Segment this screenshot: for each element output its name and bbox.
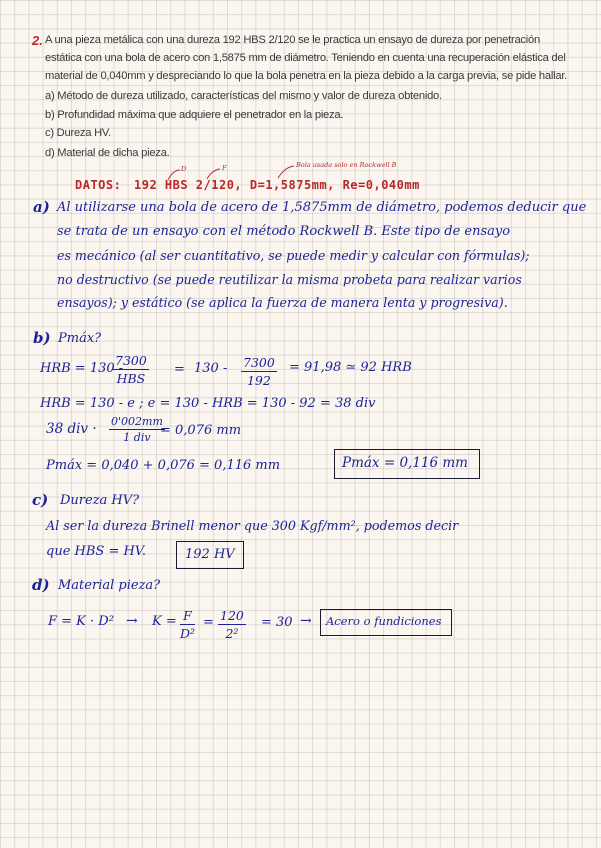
penetration-line: HRB = 130 - e ; e = 130 - HRB = 130 - 92 = 38 div [40, 396, 376, 411]
statement-line-1: A una pieza metálica con una dureza 192 HBS 2/120 se le practica un ensayo de dureza por penetración [45, 34, 540, 46]
fraction-numerator: 120 [220, 608, 244, 623]
div-prefix: 38 div · [46, 421, 97, 437]
answer-c-label: c) [32, 491, 49, 509]
note-d: D [181, 165, 187, 173]
hv-boxed-result: 192 HV [185, 547, 235, 562]
fraction-denominator: 2² [225, 626, 239, 641]
fraction-denominator: D² [180, 626, 196, 641]
answer-b-label: b) [33, 329, 51, 347]
arrow-icon-1: → [126, 613, 138, 629]
answer-d-title: Material pieza? [58, 578, 161, 593]
answer-d-label: d) [32, 576, 50, 594]
k-result: = 30 [261, 615, 293, 630]
arrow-icon-2: → [300, 613, 312, 629]
note-arrow-f [207, 169, 220, 179]
datos-values: 192 HBS 2/120, D=1,5875mm, Re=0,040mm [134, 178, 420, 192]
statement-line-6: c) Dureza HV. [45, 127, 111, 139]
answer-b-title: Pmáx? [58, 331, 102, 346]
note-arrow-d [168, 170, 180, 180]
answer-c-title: Dureza HV? [60, 493, 140, 508]
answer-a-line-4: no destructivo (se puede reutilizar la misma probeta para realizar varios [57, 272, 522, 287]
formula-f-k-d2: F = K · D² [48, 614, 114, 629]
statement-line-5: b) Profundidad máxima que adquiere el penetrador en la pieza. [45, 109, 344, 121]
fraction-denominator: 1 div [123, 431, 151, 444]
statement-line-7: d) Material de dicha pieza. [45, 147, 170, 159]
answer-c-line-2: que HBS = HV. [46, 544, 147, 559]
statement-line-4: a) Método de dureza utilizado, características del mismo y valor de dureza obtenido. [45, 90, 442, 102]
hrb-result: = 91,98 ≃ 92 HRB [289, 360, 412, 375]
fraction-numerator: F [180, 608, 195, 625]
datos-label: DATOS: [75, 178, 122, 192]
note-f: F [222, 164, 227, 172]
value-130: 130 - [194, 361, 228, 376]
statement-line-3: material de 0,040mm y despreciando lo que la bola penetra en la pieza debido a la carga previa, se pide hallar. [45, 70, 568, 82]
pmax-boxed-result: Pmáx = 0,116 mm [342, 455, 468, 471]
fraction-denominator: 192 [246, 373, 271, 388]
fraction-numerator: 7300 [243, 355, 275, 370]
k-prefix: K = [152, 614, 177, 629]
answer-a-line-3: es mecánico (al ser cuantitativo, se puede medir y calcular con fórmulas); [57, 248, 530, 263]
note-bola: Bola usada solo en Rockwell B [296, 161, 397, 169]
answer-a-label: a) [33, 198, 50, 216]
equals-sign: = [203, 615, 214, 630]
problem-number: 2. [32, 33, 43, 48]
fraction-numerator: 7300 [115, 353, 147, 368]
equals-sign: = [174, 362, 185, 377]
fraction-denominator: HBS [116, 371, 146, 386]
answer-a-line-5: ensayos); y estático (se aplica la fuerza de manera lenta y progresiva). [57, 295, 508, 310]
hrb-formula-prefix: HRB = 130 - [40, 361, 124, 376]
div-result: = 0,076 mm [160, 423, 242, 438]
fraction-numerator: 0'002mm [111, 415, 163, 428]
statement-line-2: estática con una bola de acero con 1,5875 mm de diámetro. Teniendo en cuenta una recuperación elástica del [45, 52, 566, 64]
pmax-line: Pmáx = 0,040 + 0,076 = 0,116 mm [46, 458, 281, 473]
answer-a-line-1: Al utilizarse una bola de acero de 1,5875mm de diámetro, podemos deducir que [57, 200, 587, 215]
material-boxed-result: Acero o fundiciones [326, 614, 442, 628]
answer-c-line-1: Al ser la dureza Brinell menor que 300 Kgf/mm², podemos decir [46, 518, 459, 533]
note-arrow-bola [278, 166, 294, 178]
answer-a-line-2: se trata de un ensayo con el método Rockwell B. Este tipo de ensayo [57, 224, 511, 239]
